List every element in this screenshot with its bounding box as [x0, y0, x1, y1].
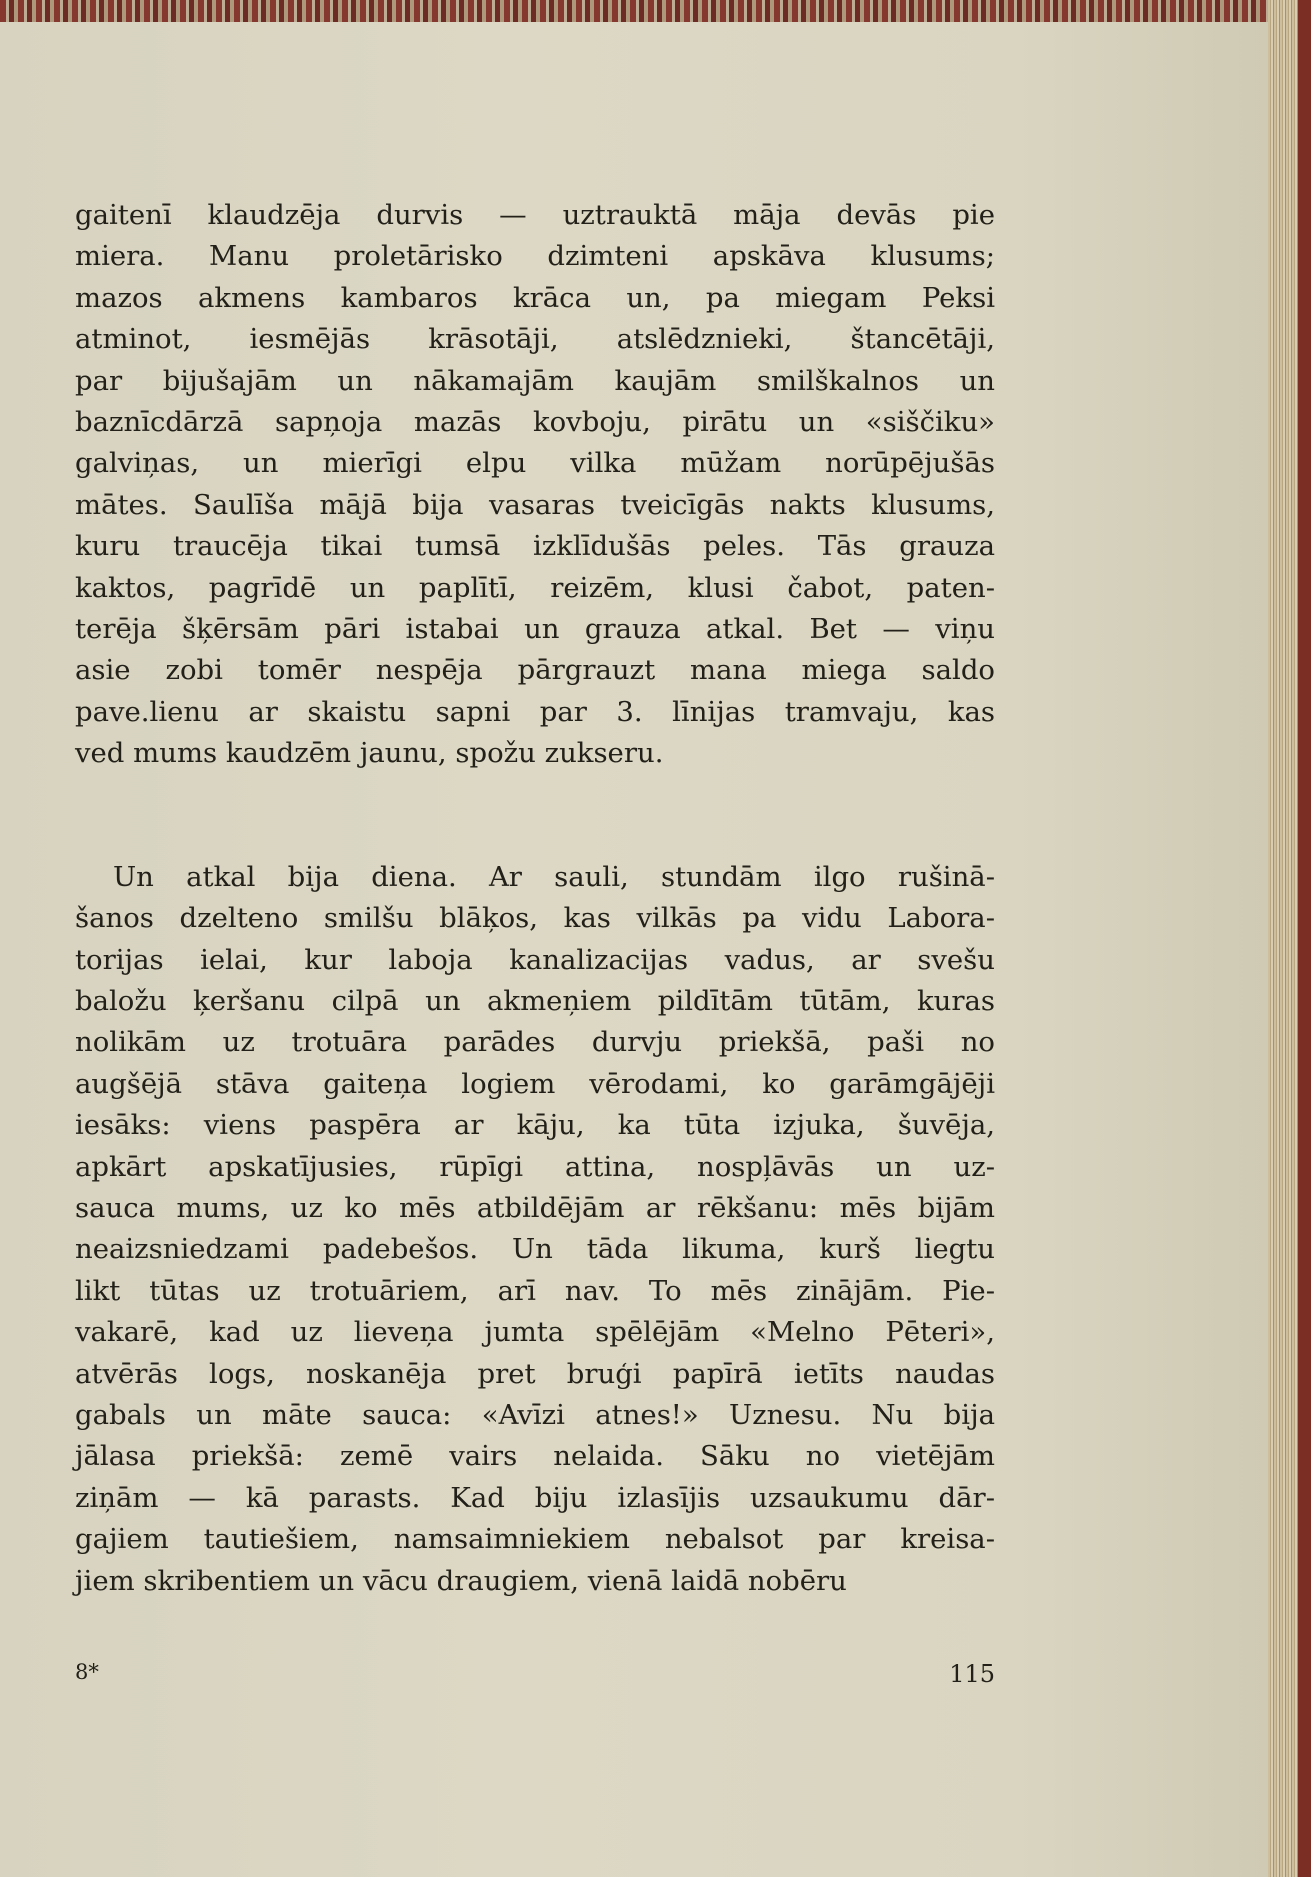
text-line: par bijušajām un nākamajām kaujām smilškalnos un: [75, 364, 995, 397]
body-text: [75, 195, 995, 1602]
text-line: mazos akmens kambaros krāca un, pa miegam Peksi: [75, 281, 995, 314]
text-line: vakarē, kad uz lieveņa jumta spēlējām «Melno Pēteri»,: [75, 1316, 995, 1349]
text-line: ved mums kaudzēm jaunu, spožu zukseru.: [75, 737, 664, 770]
text-line: atminot, iesmējās krāsotāji, atslēdznieki, štancētāji,: [75, 323, 995, 356]
text-line: nolikām uz trotuāra parādes durvju priekšā, paši no: [75, 1026, 995, 1059]
text-line: kaktos, pagrīdē un paplītī, reizēm, klusi čabot, paten-: [75, 571, 995, 604]
text-line: iesāks: viens paspēra ar kāju, ka tūta izjuka, šuvēja,: [75, 1109, 995, 1142]
page-number: 115: [949, 1660, 995, 1688]
text-line: likt tūtas uz trotuāriem, arī nav. To mēs zinājām. Pie-: [75, 1274, 995, 1307]
text-line: atvērās logs, noskanēja pret bruģi papīrā ietīts naudas: [75, 1357, 995, 1390]
text-line: kuru traucēja tikai tumsā izklīdušās peles. Tās grauza: [75, 530, 995, 563]
text-line: neaizsniedzami padebešos. Un tāda likuma, kurš liegtu: [75, 1233, 995, 1266]
paragraph-2: [75, 857, 995, 1602]
text-line: jālasa priekšā: zemē vairs nelaida. Sāku no vietējām: [75, 1440, 995, 1473]
text-line: ziņām — kā parasts. Kad biju izlasījis uzsaukumu dār-: [75, 1481, 995, 1514]
decorative-top-band: [0, 0, 1280, 24]
text-line: mātes. Saulīša mājā bija vasaras tveicīgās nakts klusums,: [75, 488, 995, 521]
text-line: torijas ielai, kur laboja kanalizacijas vadus, ar svešu: [75, 943, 995, 976]
page-edges: [1268, 0, 1311, 1877]
text-line: gaitenī klaudzēja durvis — uztrauktā māja devās pie: [75, 199, 995, 231]
text-line: gajiem tautiešiem, namsaimniekiem nebalsot par kreisa-: [75, 1523, 995, 1556]
text-line: pave.lienu ar skaistu sapni par 3. līnijas tramvaju, kas: [75, 695, 995, 728]
text-line: galviņas, un mierīgi elpu vilka mūžam norūpējušās: [75, 447, 995, 480]
text-line: šanos dzelteno smilšu blāķos, kas vilkās pa vidu Labora-: [75, 902, 995, 935]
text-line: miera. Manu proletārisko dzimteni apskāva klusums;: [75, 240, 995, 273]
text-line: sauca mums, uz ko mēs atbildējām ar rēkšanu: mēs bijām: [75, 1191, 995, 1224]
text-line: jiem skribentiem un vācu draugiem, vienā laidā nobēru: [75, 1564, 847, 1597]
text-line: Un atkal bija diena. Ar sauli, stundām ilgo rušinā-: [113, 860, 995, 893]
text-line: baložu ķeršanu cilpā un akmeņiem pildītām tūtām, kuras: [75, 984, 995, 1017]
text-line: asie zobi tomēr nespēja pārgrauzt mana miega saldo: [75, 654, 995, 687]
text-line: apkārt apskatījusies, rūpīgi attina, nospļāvās un uz-: [75, 1150, 995, 1183]
text-line: baznīcdārzā sapņoja mazās kovboju, pirātu un «siščiku»: [75, 406, 995, 439]
text-line: gabals un māte sauca: «Avīzi atnes!» Uznesu. Nu bija: [75, 1398, 995, 1431]
text-line: augšējā stāva gaiteņa logiem vērodami, ko garāmgājēji: [75, 1067, 995, 1100]
text-line: terēja šķērsām pāri istabai un grauza atkal. Bet — viņu: [75, 613, 995, 646]
paragraph-1: [75, 195, 995, 775]
signature-mark: 8*: [75, 1660, 99, 1684]
